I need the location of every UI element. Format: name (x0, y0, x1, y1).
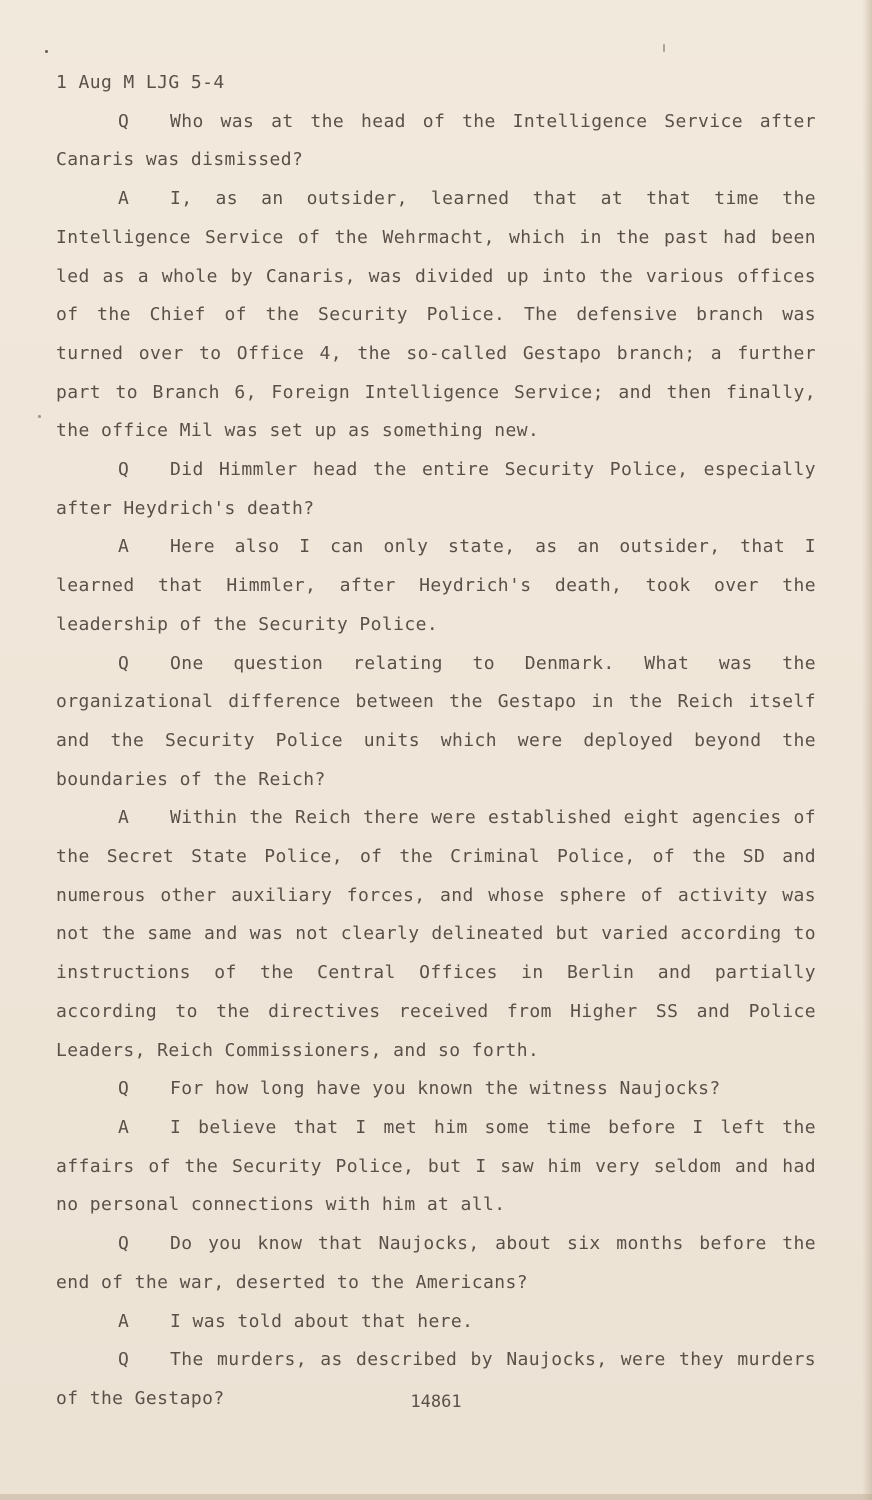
paragraph-text: I, as an outsider, learned that at that time the Intelligence Service of the Wehrmacht, which in the past had been led as a whole by Canaris, was divided up into the various offices of the Chief of the Security Police. The defensive branch was turned over to Office 4, the so-called Gestapo branch; a further part to Branch 6, Foreign Intelligence Service; and then finally, the office Mil was set up as something new. (56, 188, 816, 442)
transcript-paragraph (56, 1303, 816, 1342)
speaker-label: Q (118, 1349, 130, 1371)
paragraph-text: For how long have you known the witness Naujocks? (170, 1078, 721, 1100)
speaker-label: A (118, 188, 130, 210)
transcript-paragraph (56, 180, 816, 451)
transcript-paragraph (56, 451, 816, 528)
speaker-label: Q (118, 110, 130, 132)
page-number: 14861 (410, 1392, 462, 1412)
paper-edge-shadow (862, 0, 872, 1500)
paragraph-text: I believe that I met him some time before I left the affairs of the Security Police, but I saw him very seldom and had no personal connections with him at all. (56, 1116, 816, 1216)
speaker-label: A (118, 807, 130, 829)
transcript-paragraph (56, 1070, 816, 1109)
transcript-paragraph (56, 528, 816, 644)
paragraph-text: One question relating to Denmark. What was the organizational difference between the Gestapo in the Reich itself and the Security Police units which were deployed beyond the boundaries of the Reich? (56, 652, 816, 790)
speaker-label: Q (118, 1078, 130, 1100)
document-header: 1 Aug M LJG 5-4 (56, 72, 225, 93)
speaker-label: Q (118, 1233, 130, 1255)
speaker-label: A (118, 1310, 130, 1332)
speaker-label: Q (118, 652, 130, 674)
transcript-paragraph (56, 799, 816, 1070)
transcript-paragraph (56, 645, 816, 800)
speaker-label: Q (118, 459, 130, 481)
paragraph-text: Within the Reich there were established eight agencies of the Secret State Police, of the Criminal Police, of the SD and numerous other auxiliary forces, and whose sphere of activity was not the same and was not clearly delineated but varied according to instructions of the Central Offices in Berlin and partially according to the directives received from Higher SS and Police Leaders, Reich Commissioners, and so forth. (56, 807, 816, 1061)
speaker-label: A (118, 1116, 130, 1138)
paragraph-text: Did Himmler head the entire Security Police, especially after Heydrich's death? (56, 459, 816, 519)
transcript-paragraph (56, 1225, 816, 1302)
paragraph-text: Who was at the head of the Intelligence Service after Canaris was dismissed? (56, 110, 816, 171)
transcript-body (56, 64, 816, 1419)
paragraph-text: I was told about that here. (170, 1310, 474, 1332)
paragraph-text: The murders, as described by Naujocks, were they murders of the Gestapo? (56, 1349, 816, 1409)
transcript-paragraph (56, 103, 816, 180)
ink-speck (45, 50, 48, 53)
paper-bottom-edge (0, 1494, 872, 1500)
speaker-label: A (118, 536, 130, 558)
paragraph-text: Do you know that Naujocks, about six months before the end of the war, deserted to the Americans? (56, 1233, 816, 1293)
ink-speck (38, 415, 41, 418)
transcript-paragraph (56, 1109, 816, 1225)
ink-speck (663, 44, 665, 52)
paragraph-text: Here also I can only state, as an outsider, that I learned that Himmler, after Heydrich's death, took over the leadership of the Security Police. (56, 536, 816, 635)
